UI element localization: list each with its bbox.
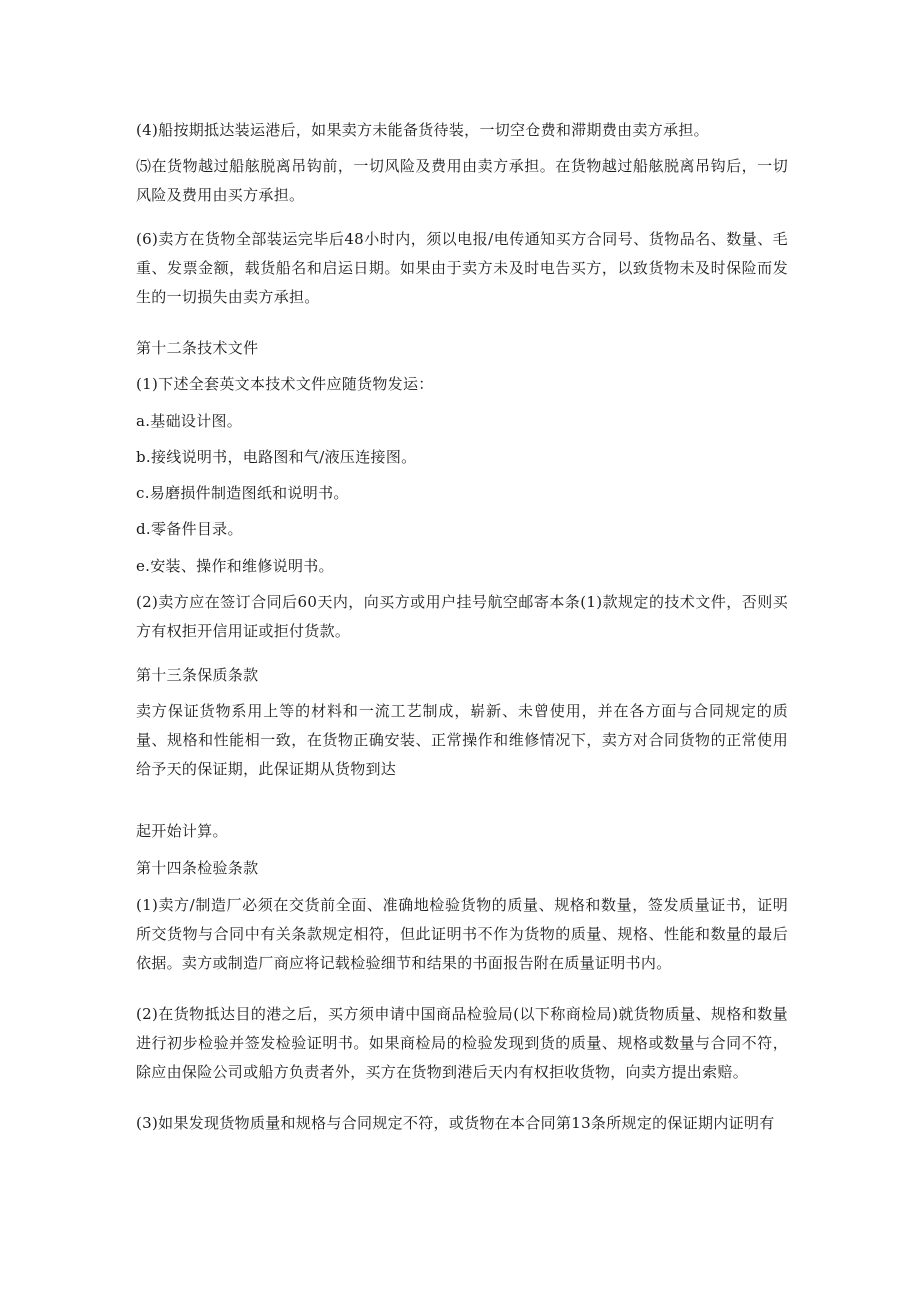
clause-14-item-1: (1)卖方/制造厂必须在交货前全面、准确地检验货物的质量、规格和数量，签发质量证书，证明所交货物与合同中有关条款规定相符，但此证明书不作为货物的质量、规格、性能和数量的最后依据。卖方或制造厂商应将记载检验细节和结果的书面报告附在质量证明书内。 <box>136 896 788 972</box>
clause-12-item-c: c.易磨损件制造图纸和说明书。 <box>136 484 349 502</box>
clause-13-heading: 第十三条保质条款 <box>136 666 259 684</box>
clause-12-item-a: a.基础设计图。 <box>136 412 243 430</box>
clause-12-item-2: (2)卖方应在签订合同后60天内，向买方或用户挂号航空邮寄本条(1)款规定的技术文件，否则买方有权拒开信用证或拒付货款。 <box>136 593 788 640</box>
clause-14-item-2: (2)在货物抵达目的港之后，买方须申请中国商品检验局(以下称商检局)就货物质量、规格和数量进行初步检验并签发检验证明书。如果商检局的检验发现到货的质量、规格或数量与合同不符，除应由保险公司或船方负责者外，买方在货物到港后天内有权拒收货物，向卖方提出索赔。 <box>136 1005 788 1081</box>
clause-12-item-b: b.接线说明书，电路图和气/液压连接图。 <box>136 448 417 466</box>
clause-12-item-e: e.安装、操作和维修说明书。 <box>136 557 334 575</box>
clause-14-item-3: (3)如果发现货物质量和规格与合同规定不符，或货物在本合同第13条所规定的保证期内证明有 <box>136 1114 775 1132</box>
clause-11-item-4: (4)船按期抵达装运港后，如果卖方未能备货待装，一切空仓费和滞期费由卖方承担。 <box>136 121 709 139</box>
clause-12-item-d: d.零备件目录。 <box>136 520 243 538</box>
clause-11-item-5: ⑸在货物越过船舷脱离吊钩前，一切风险及费用由卖方承担。在货物越过船舷脱离吊钩后，一切风险及费用由买方承担。 <box>136 157 788 204</box>
clause-13-body-continued: 起开始计算。 <box>136 822 228 840</box>
clause-14-heading: 第十四条检验条款 <box>136 859 259 877</box>
clause-12-heading: 第十二条技术文件 <box>136 339 259 357</box>
clause-11-item-6: (6)卖方在货物全部装运完毕后48小时内，须以电报/电传通知买方合同号、货物品名、数量、毛重、发票金额，载货船名和启运日期。如果由于卖方未及时电告买方，以致货物未及时保险而发生的一切损失由卖方承担。 <box>136 230 788 306</box>
clause-12-item-1: (1)下述全套英文本技术文件应随货物发运： <box>136 375 434 393</box>
clause-13-body: 卖方保证货物系用上等的材料和一流工艺制成，崭新、未曾使用，并在各方面与合同规定的质量、规格和性能相一致，在货物正确安装、正常操作和维修情况下，卖方对合同货物的正常使用给予天的保证期，此保证期从货物到达 <box>136 702 788 778</box>
